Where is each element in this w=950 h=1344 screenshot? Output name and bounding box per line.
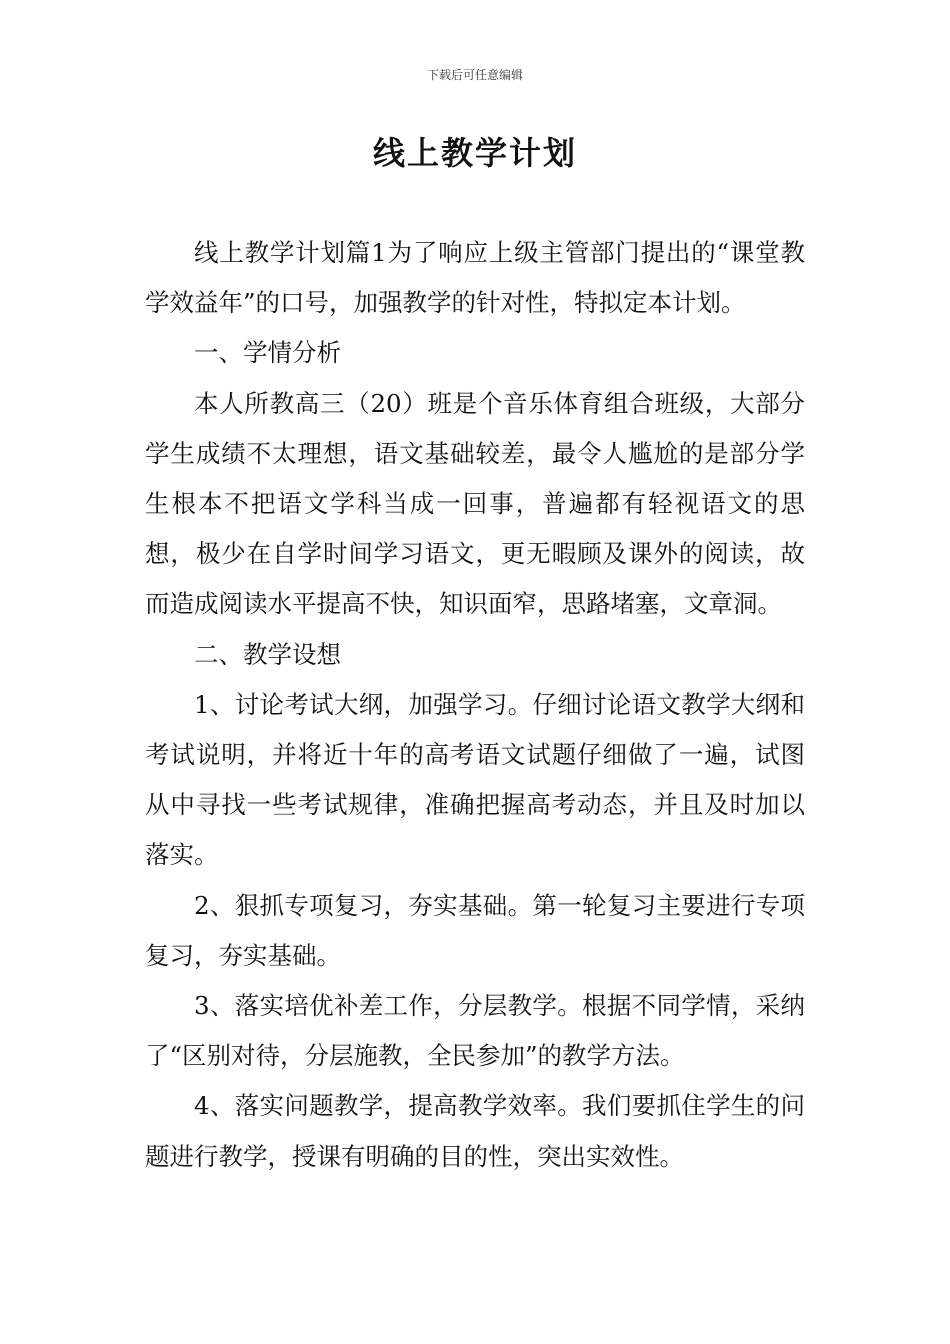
paragraph-situation: 本人所教高三（20）班是个音乐体育组合班级，大部分学生成绩不太理想，语文基础较差，最令人尴尬的是部分学生根本不把语文学科当成一回事，普遍都有轻视语文的思想，极少在自学时间学习语文，更无暇顾及课外的阅读，故而造成阅读水平提高不快，知识面窄，思路堵塞，文章洞。: [145, 388, 805, 619]
paragraph-item-3: 3、落实培优补差工作，分层教学。根据不同学情，采纳了“区别对待，分层施教，全民参加”的教学方法。: [145, 991, 805, 1071]
document-title: 线上教学计划: [372, 134, 577, 172]
document-body: [145, 228, 805, 1182]
header-note: 下载后可任意编辑: [426, 68, 523, 82]
section-heading-situation: 一、学情分析: [194, 338, 341, 368]
paragraph-item-2: 2、狠抓专项复习，夯实基础。第一轮复习主要进行专项复习，夯实基础。: [145, 890, 805, 970]
paragraph-item-4: 4、落实问题教学，提高教学效率。我们要抓住学生的问题进行教学，授课有明确的目的性，突出实效性。: [145, 1091, 805, 1171]
paragraph-item-1: 1、讨论考试大纲，加强学习。仔细讨论语文教学大纲和考试说明，并将近十年的高考语文试题仔细做了一遍，试图从中寻找一些考试规律，准确把握高考动态，并且及时加以落实。: [145, 689, 805, 870]
section-heading-ideas: 二、教学设想: [194, 639, 341, 669]
paragraph-intro: 线上教学计划篇1为了响应上级主管部门提出的“课堂教学效益年”的口号，加强教学的针对性，特拟定本计划。: [145, 238, 805, 318]
